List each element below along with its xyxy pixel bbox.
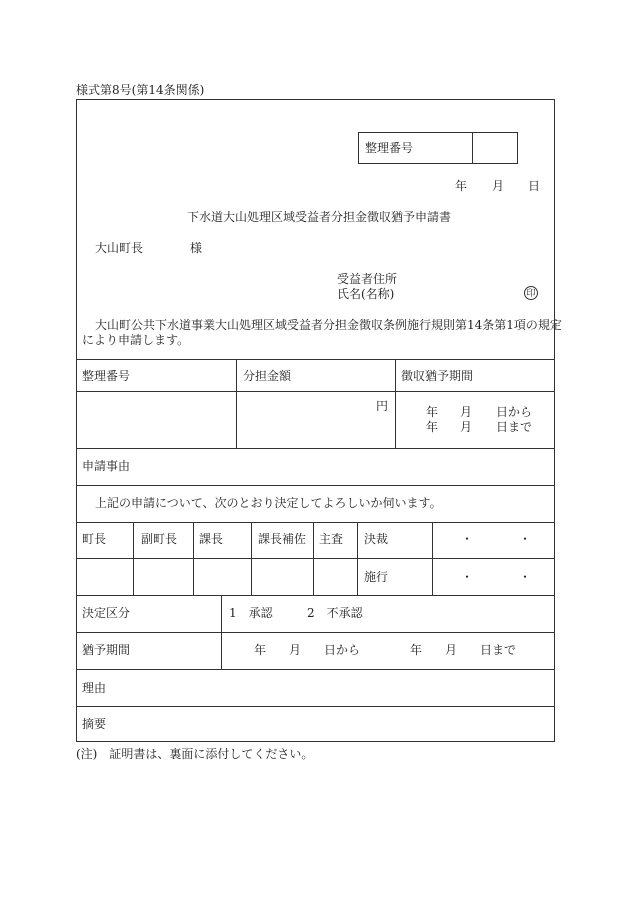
date-month: 月 — [492, 179, 505, 193]
date-year: 年 — [455, 179, 468, 193]
form-title: 下水道大山処理区域受益者分担金徴収猶予申請書 — [187, 210, 452, 224]
footer-note: (注) 証明書は、裏面に添付してください。 — [76, 747, 314, 761]
applicant-address-label: 受益者住所 — [337, 272, 398, 286]
approver-shusa: 主査 — [319, 532, 344, 546]
shikou-dot1: ・ — [461, 570, 474, 584]
shikou-label: 施行 — [364, 570, 389, 584]
divider — [76, 391, 555, 392]
form-number: 様式第8号(第14条関係) — [76, 83, 205, 97]
applicant-name-label: 氏名(名称) — [337, 287, 395, 301]
approver-kachou: 課長 — [199, 532, 224, 546]
addressee: 大山町長 — [95, 241, 144, 255]
divider — [313, 522, 314, 595]
to-day: 日まで — [496, 420, 533, 434]
seiri-number-label: 整理番号 — [365, 141, 414, 155]
divider — [76, 359, 555, 360]
divider — [76, 558, 555, 559]
yuyo-label: 猶予期間 — [82, 643, 131, 657]
kessai-dot2: ・ — [519, 532, 532, 546]
yen-unit: 円 — [376, 399, 389, 413]
statement-line1: 大山町公共下水道事業大山処理区域受益者分担金徴収条例施行規則第14条第1項の規定 — [95, 318, 562, 332]
from-year: 年 — [426, 405, 439, 419]
approver-chou: 町長 — [82, 532, 107, 546]
yuyo-from-month: 月 — [289, 643, 302, 657]
seiri-number-field[interactable] — [474, 134, 516, 162]
col-amount: 分担金額 — [243, 369, 292, 383]
from-day: 日から — [496, 405, 533, 419]
divider — [221, 595, 222, 669]
date-day: 日 — [528, 179, 541, 193]
col-seiri: 整理番号 — [82, 369, 131, 383]
yuyo-to-month: 月 — [445, 643, 458, 657]
divider — [193, 522, 194, 595]
yuyo-to-year: 年 — [410, 643, 423, 657]
riyu-label: 理由 — [82, 681, 107, 695]
tekiyo-label: 摘要 — [82, 717, 107, 731]
divider — [133, 522, 134, 595]
shikou-dot2: ・ — [519, 570, 532, 584]
divider — [76, 632, 555, 633]
kessai-label: 決裁 — [364, 532, 389, 546]
divider — [76, 706, 555, 707]
divider — [76, 448, 555, 449]
divider — [251, 522, 252, 595]
seal-mark: 印 — [524, 286, 538, 300]
yuyo-to-day: 日まで — [480, 643, 517, 657]
option-approve: 1 承認 — [229, 606, 273, 620]
divider — [76, 669, 555, 670]
honorific: 様 — [190, 241, 203, 255]
divider — [432, 522, 433, 595]
reason-label: 申請事由 — [82, 459, 131, 473]
yuyo-from-day: 日から — [324, 643, 361, 657]
from-month: 月 — [460, 405, 473, 419]
kessai-dot1: ・ — [461, 532, 474, 546]
request-text: 上記の申請について、次のとおり決定してよろしいか伺います。 — [95, 496, 442, 510]
yuyo-from-year: 年 — [254, 643, 267, 657]
approver-kachouhosa: 課長補佐 — [258, 532, 307, 546]
divider — [236, 359, 237, 448]
to-month: 月 — [460, 420, 473, 434]
divider — [76, 595, 555, 596]
kubun-label: 決定区分 — [82, 606, 131, 620]
statement-line2: により申請します。 — [82, 333, 190, 347]
divider — [76, 485, 555, 486]
option-reject: 2 不承認 — [307, 606, 363, 620]
divider — [76, 522, 555, 523]
approver-fukuchou: 副町長 — [141, 532, 178, 546]
divider — [357, 522, 358, 595]
to-year: 年 — [426, 420, 439, 434]
divider — [395, 359, 396, 448]
col-period: 徴収猶予期間 — [401, 369, 474, 383]
